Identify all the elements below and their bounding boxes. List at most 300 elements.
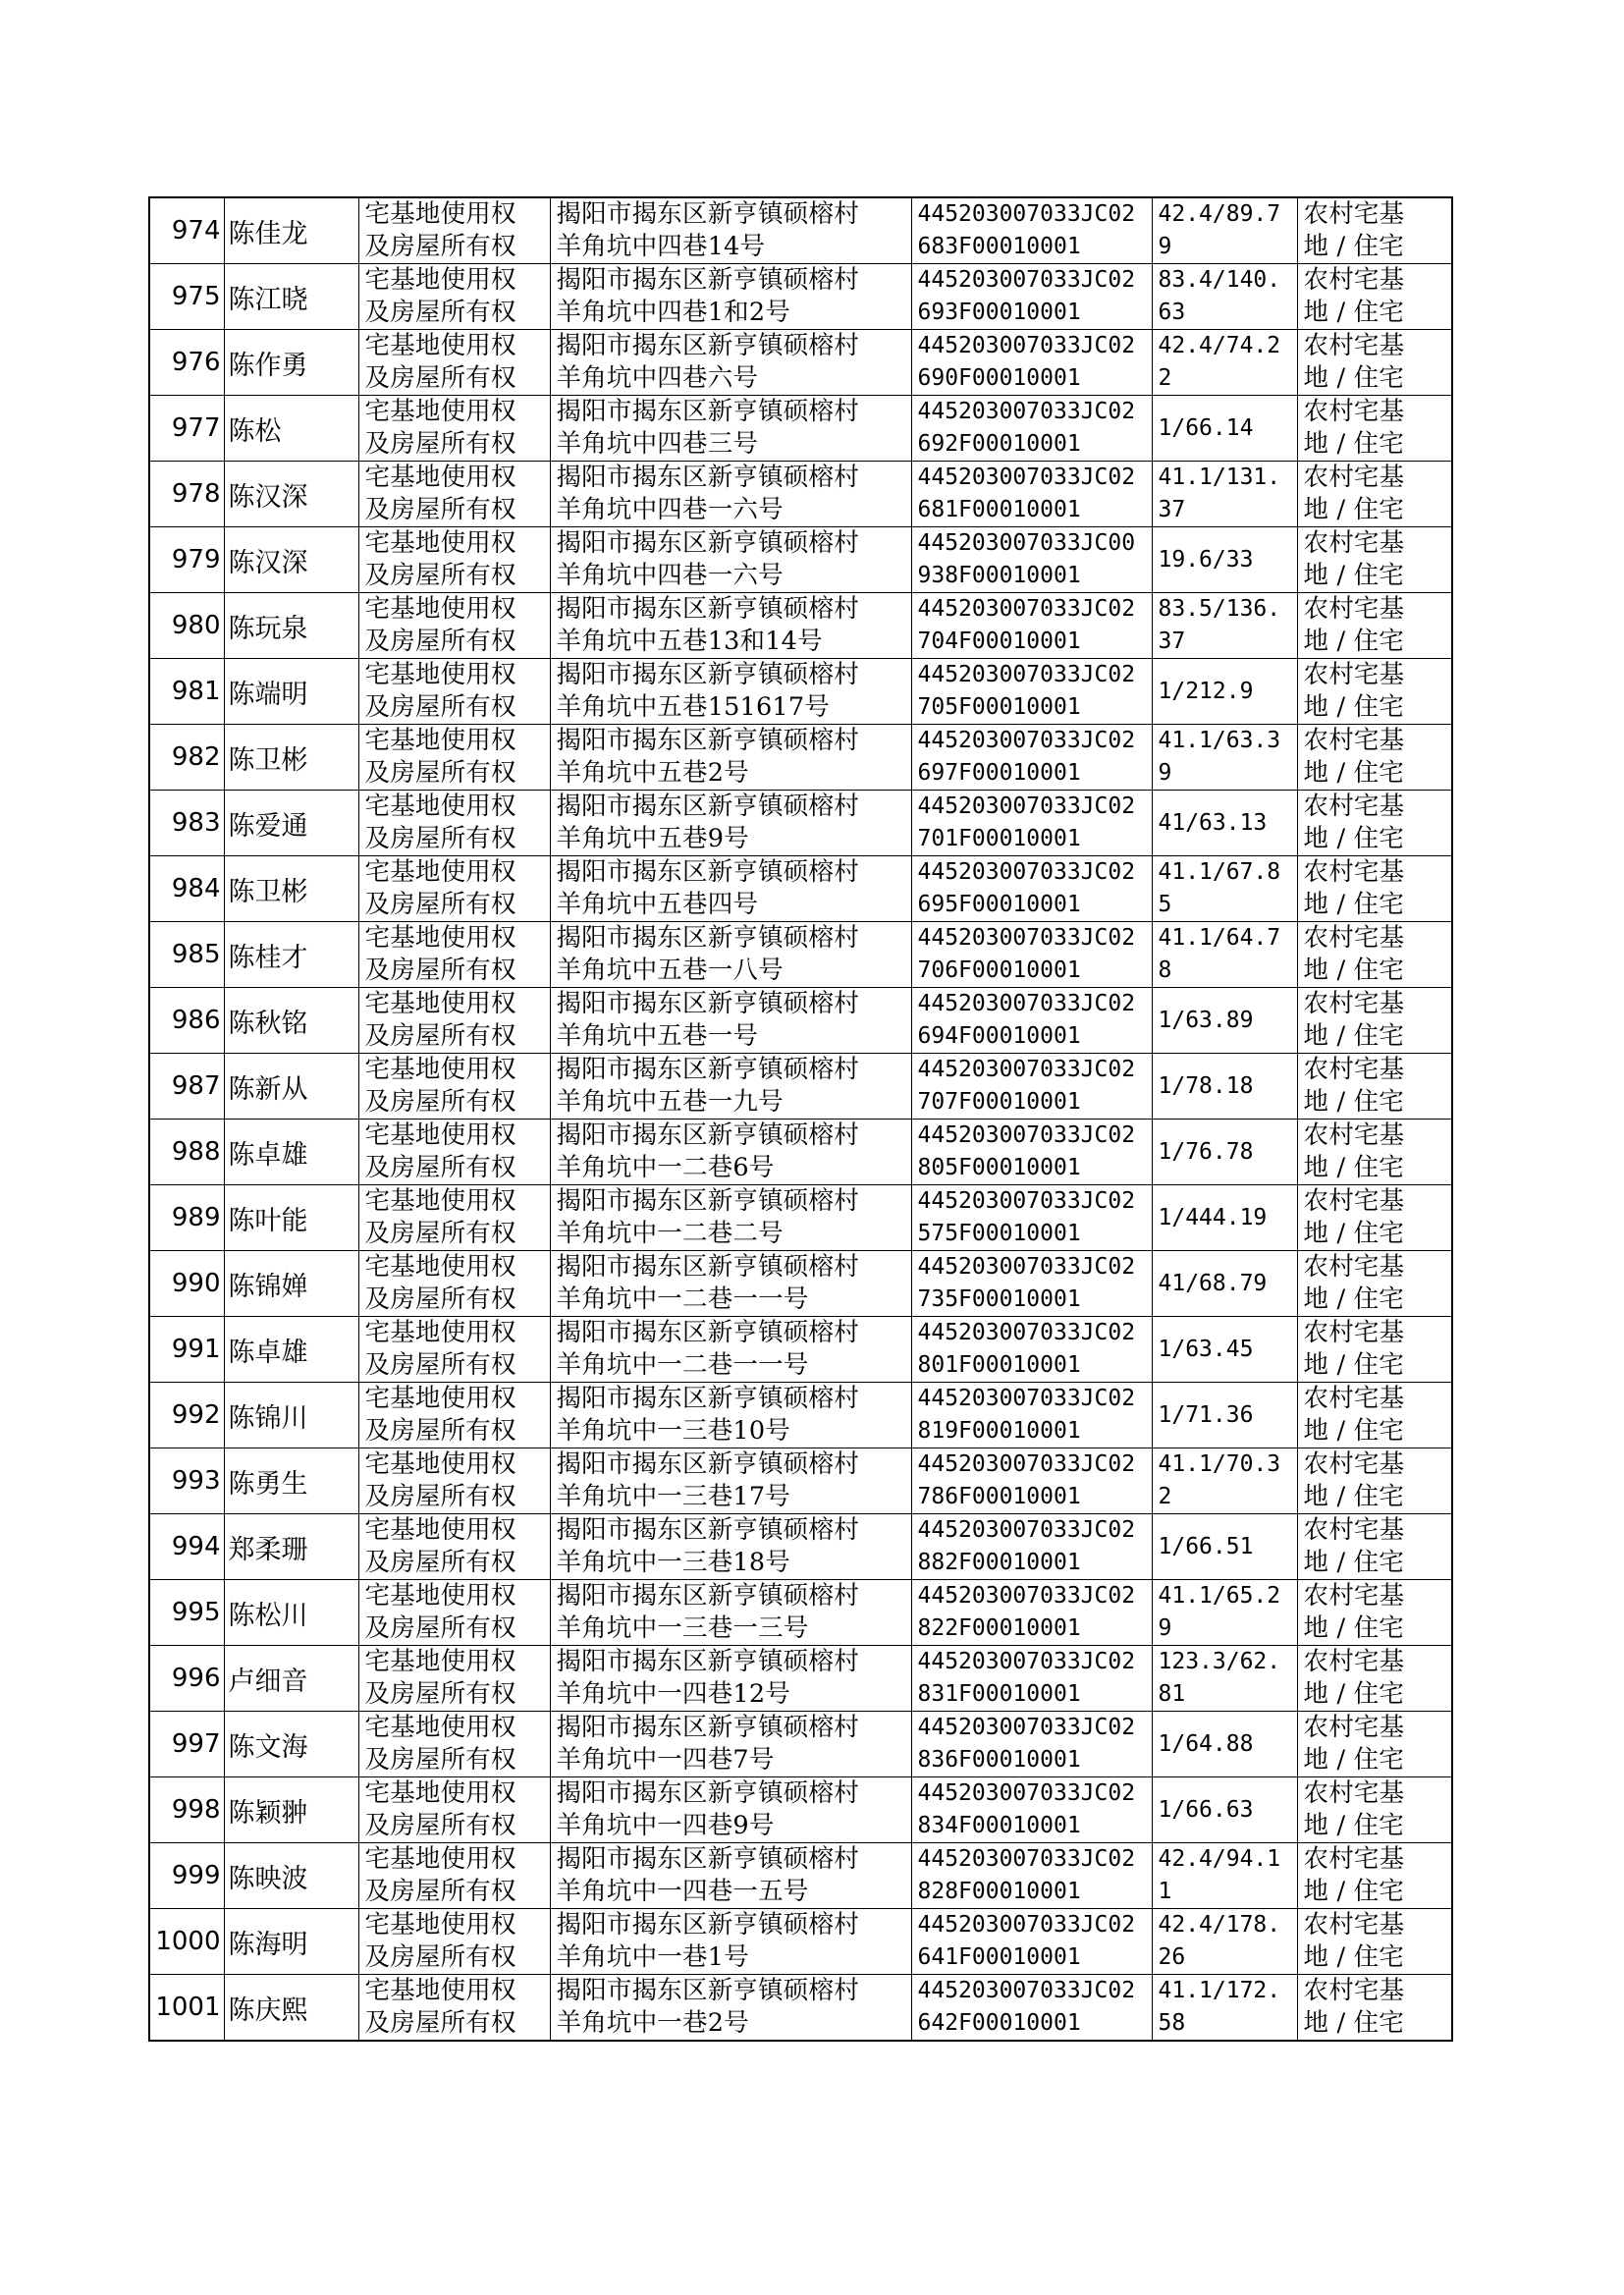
area-cell (1152, 527, 1297, 593)
owner-name-cell: 陈锦婵 (224, 1251, 358, 1317)
unit-code-line: 445203007033JC02 (917, 793, 1136, 819)
unit-code-cell (911, 1514, 1152, 1580)
right-type-line: 宅基地使用权 (364, 726, 516, 755)
row-number-cell: 976 (149, 330, 224, 396)
area-line: 41/63.13 (1158, 809, 1268, 836)
unit-code-line: 445203007033JC02 (917, 1386, 1136, 1411)
table-row (149, 1975, 1452, 2042)
row-number-cell: 990 (149, 1251, 224, 1317)
right-type-line: 及房屋所有权 (364, 956, 516, 985)
land-use-cell (1297, 659, 1452, 725)
location-line: 揭阳市揭东区新亨镇硕榕村 (556, 1910, 859, 1940)
land-use-line: 地 / 住宅 (1303, 363, 1405, 393)
right-type-line: 宅基地使用权 (364, 792, 516, 821)
right-type-line: 及房屋所有权 (364, 824, 516, 853)
unit-code-line: 445203007033JC02 (917, 1912, 1136, 1938)
unit-code-line: 693F00010001 (917, 300, 1081, 325)
unit-code-line: 695F00010001 (917, 892, 1081, 917)
unit-code-cell (911, 1251, 1152, 1317)
unit-code-cell (911, 725, 1152, 791)
land-use-line: 地 / 住宅 (1303, 1811, 1405, 1840)
table-row (149, 1514, 1452, 1580)
right-type-line: 及房屋所有权 (364, 1021, 516, 1051)
table-row (149, 856, 1452, 922)
right-type-line: 宅基地使用权 (364, 1778, 516, 1808)
area-cell (1152, 330, 1297, 396)
land-use-cell (1297, 1975, 1452, 2042)
land-use-cell (1297, 988, 1452, 1054)
unit-code-line: 445203007033JC02 (917, 1320, 1136, 1345)
right-type-line: 及房屋所有权 (364, 429, 516, 459)
owner-name-cell: 陈海明 (224, 1909, 358, 1975)
location-cell (550, 462, 911, 527)
right-type-cell (358, 1843, 550, 1909)
location-line: 羊角坑中四巷1和2号 (556, 298, 790, 327)
table-row (149, 988, 1452, 1054)
unit-code-line: 445203007033JC02 (917, 1254, 1136, 1280)
unit-code-line: 445203007033JC02 (917, 991, 1136, 1016)
location-line: 羊角坑中一巷2号 (556, 2008, 749, 2038)
area-cell (1152, 1909, 1297, 1975)
location-line: 羊角坑中一四巷12号 (556, 1679, 790, 1709)
unit-code-line: 705F00010001 (917, 694, 1081, 720)
location-cell (550, 1712, 911, 1777)
owner-name-cell: 陈颖翀 (224, 1777, 358, 1843)
location-line: 揭阳市揭东区新亨镇硕榕村 (556, 1055, 859, 1084)
row-number-cell: 997 (149, 1712, 224, 1777)
land-use-cell (1297, 922, 1452, 988)
owner-name-cell: 陈庆熙 (224, 1975, 358, 2042)
land-use-line: 农村宅基 (1303, 1318, 1405, 1347)
area-line: 58 (1158, 2010, 1186, 2036)
table-row (149, 1909, 1452, 1975)
row-number-cell: 981 (149, 659, 224, 725)
right-type-line: 宅基地使用权 (364, 1449, 516, 1479)
table-row (149, 1185, 1452, 1251)
right-type-cell (358, 1580, 550, 1646)
land-use-cell (1297, 1777, 1452, 1843)
unit-code-cell (911, 1975, 1152, 2042)
area-line: 83.4/140. (1158, 267, 1281, 293)
location-cell (550, 1580, 911, 1646)
land-use-line: 农村宅基 (1303, 1844, 1405, 1874)
table-row (149, 593, 1452, 659)
right-type-line: 宅基地使用权 (364, 594, 516, 624)
area-cell (1152, 1843, 1297, 1909)
land-use-line: 农村宅基 (1303, 1384, 1405, 1413)
right-type-line: 及房屋所有权 (364, 232, 516, 261)
land-use-line: 农村宅基 (1303, 1647, 1405, 1676)
area-cell (1152, 922, 1297, 988)
right-type-cell (358, 988, 550, 1054)
area-line: 1/212.9 (1158, 678, 1254, 704)
location-line: 羊角坑中一四巷一五号 (556, 1877, 809, 1906)
area-cell (1152, 1120, 1297, 1185)
area-line: 19.6/33 (1158, 546, 1254, 573)
unit-code-line: 445203007033JC02 (917, 1517, 1136, 1543)
area-line: 41.1/67.8 (1158, 859, 1281, 885)
area-cell (1152, 396, 1297, 462)
area-cell (1152, 1054, 1297, 1120)
land-use-line: 地 / 住宅 (1303, 1482, 1405, 1511)
row-number-cell: 992 (149, 1383, 224, 1448)
area-line: 42.4/94.1 (1158, 1846, 1281, 1872)
location-line: 揭阳市揭东区新亨镇硕榕村 (556, 1449, 859, 1479)
location-line: 羊角坑中五巷9号 (556, 824, 749, 853)
right-type-line: 宅基地使用权 (364, 1844, 516, 1874)
area-cell (1152, 1975, 1297, 2042)
right-type-cell (358, 264, 550, 330)
owner-name-cell: 卢细音 (224, 1646, 358, 1712)
location-line: 揭阳市揭东区新亨镇硕榕村 (556, 1252, 859, 1282)
location-line: 揭阳市揭东区新亨镇硕榕村 (556, 265, 859, 295)
unit-code-cell (911, 1054, 1152, 1120)
right-type-line: 宅基地使用权 (364, 1647, 516, 1676)
table-row (149, 1317, 1452, 1383)
location-line: 羊角坑中四巷14号 (556, 232, 766, 261)
land-use-line: 农村宅基 (1303, 265, 1405, 295)
right-type-line: 及房屋所有权 (364, 1087, 516, 1117)
row-number-cell: 996 (149, 1646, 224, 1712)
location-cell (550, 725, 911, 791)
location-line: 揭阳市揭东区新亨镇硕榕村 (556, 1976, 859, 2005)
land-use-line: 地 / 住宅 (1303, 758, 1405, 788)
location-line: 羊角坑中一二巷6号 (556, 1153, 775, 1182)
area-line: 41.1/63.3 (1158, 728, 1281, 753)
location-cell (550, 1120, 911, 1185)
unit-code-cell (911, 593, 1152, 659)
table-row (149, 1383, 1452, 1448)
owner-name-cell: 陈爱通 (224, 791, 358, 856)
land-use-cell (1297, 1317, 1452, 1383)
location-line: 羊角坑中四巷一六号 (556, 495, 784, 524)
location-line: 羊角坑中五巷151617号 (556, 692, 830, 722)
land-use-line: 地 / 住宅 (1303, 232, 1405, 261)
location-line: 揭阳市揭东区新亨镇硕榕村 (556, 1186, 859, 1216)
land-use-line: 农村宅基 (1303, 726, 1405, 755)
row-number-cell: 1001 (149, 1975, 224, 2042)
unit-code-cell (911, 1712, 1152, 1777)
right-type-cell (358, 1383, 550, 1448)
owner-name-cell: 陈玩泉 (224, 593, 358, 659)
right-type-cell (358, 1777, 550, 1843)
right-type-line: 及房屋所有权 (364, 1219, 516, 1248)
location-line: 揭阳市揭东区新亨镇硕榕村 (556, 1778, 859, 1808)
owner-name-cell: 陈叶能 (224, 1185, 358, 1251)
area-cell (1152, 1251, 1297, 1317)
table-row (149, 197, 1452, 264)
table-row (149, 462, 1452, 527)
unit-code-line: 882F00010001 (917, 1550, 1081, 1575)
location-cell (550, 1975, 911, 2042)
unit-code-line: 642F00010001 (917, 2010, 1081, 2036)
unit-code-line: 701F00010001 (917, 826, 1081, 851)
location-line: 羊角坑中五巷一九号 (556, 1087, 784, 1117)
location-cell (550, 856, 911, 922)
right-type-cell (358, 527, 550, 593)
location-line: 羊角坑中一二巷一一号 (556, 1350, 809, 1380)
right-type-cell (358, 725, 550, 791)
location-cell (550, 330, 911, 396)
row-number-cell: 1000 (149, 1909, 224, 1975)
land-use-line: 农村宅基 (1303, 1186, 1405, 1216)
area-line: 1/63.45 (1158, 1336, 1254, 1362)
location-line: 揭阳市揭东区新亨镇硕榕村 (556, 594, 859, 624)
owner-name-cell: 陈文海 (224, 1712, 358, 1777)
unit-code-cell (911, 1185, 1152, 1251)
row-number-cell: 989 (149, 1185, 224, 1251)
unit-code-cell (911, 1383, 1152, 1448)
area-cell (1152, 1514, 1297, 1580)
area-line: 81 (1158, 1681, 1186, 1707)
land-use-line: 地 / 住宅 (1303, 429, 1405, 459)
right-type-line: 及房屋所有权 (364, 2008, 516, 2038)
right-type-cell (358, 791, 550, 856)
table-row (149, 659, 1452, 725)
location-line: 揭阳市揭东区新亨镇硕榕村 (556, 857, 859, 887)
right-type-cell (358, 1909, 550, 1975)
land-use-line: 农村宅基 (1303, 857, 1405, 887)
area-line: 123.3/62. (1158, 1649, 1281, 1674)
unit-code-line: 445203007033JC02 (917, 464, 1136, 490)
area-cell (1152, 1712, 1297, 1777)
table-row (149, 1054, 1452, 1120)
table-row (149, 725, 1452, 791)
table-row (149, 1251, 1452, 1317)
row-number-cell: 991 (149, 1317, 224, 1383)
land-use-line: 地 / 住宅 (1303, 692, 1405, 722)
right-type-line: 宅基地使用权 (364, 1186, 516, 1216)
right-type-line: 及房屋所有权 (364, 561, 516, 590)
location-cell (550, 1185, 911, 1251)
area-cell (1152, 1580, 1297, 1646)
unit-code-line: 706F00010001 (917, 957, 1081, 983)
row-number-cell: 987 (149, 1054, 224, 1120)
land-use-line: 地 / 住宅 (1303, 1877, 1405, 1906)
location-line: 羊角坑中一三巷一三号 (556, 1613, 809, 1643)
land-use-line: 农村宅基 (1303, 331, 1405, 360)
owner-name-cell: 陈松 (224, 396, 358, 462)
right-type-line: 宅基地使用权 (364, 660, 516, 689)
land-use-line: 农村宅基 (1303, 199, 1405, 229)
land-use-line: 农村宅基 (1303, 1713, 1405, 1742)
location-line: 揭阳市揭东区新亨镇硕榕村 (556, 1581, 859, 1611)
location-cell (550, 197, 911, 264)
table-row (149, 330, 1452, 396)
right-type-cell (358, 1251, 550, 1317)
right-type-cell (358, 1448, 550, 1514)
unit-code-cell (911, 791, 1152, 856)
row-number-cell: 975 (149, 264, 224, 330)
row-number-cell: 977 (149, 396, 224, 462)
land-use-cell (1297, 462, 1452, 527)
area-cell (1152, 725, 1297, 791)
right-type-cell (358, 1712, 550, 1777)
right-type-cell (358, 593, 550, 659)
right-type-cell (358, 396, 550, 462)
location-line: 揭阳市揭东区新亨镇硕榕村 (556, 1318, 859, 1347)
location-cell (550, 527, 911, 593)
location-line: 羊角坑中一三巷10号 (556, 1416, 790, 1446)
area-cell (1152, 1448, 1297, 1514)
land-use-line: 农村宅基 (1303, 1581, 1405, 1611)
table-row (149, 264, 1452, 330)
unit-code-line: 707F00010001 (917, 1089, 1081, 1115)
land-use-cell (1297, 1448, 1452, 1514)
land-use-line: 地 / 住宅 (1303, 627, 1405, 656)
location-line: 羊角坑中一四巷9号 (556, 1811, 775, 1840)
location-line: 羊角坑中五巷四号 (556, 890, 759, 919)
land-use-line: 地 / 住宅 (1303, 1613, 1405, 1643)
land-use-cell (1297, 1383, 1452, 1448)
unit-code-line: 445203007033JC02 (917, 1780, 1136, 1806)
area-cell (1152, 659, 1297, 725)
location-line: 羊角坑中五巷一八号 (556, 956, 784, 985)
land-use-cell (1297, 396, 1452, 462)
location-line: 羊角坑中四巷六号 (556, 363, 759, 393)
area-line: 2 (1158, 365, 1172, 391)
location-line: 羊角坑中四巷三号 (556, 429, 759, 459)
right-type-cell (358, 922, 550, 988)
right-type-line: 及房屋所有权 (364, 890, 516, 919)
area-line: 42.4/89.7 (1158, 201, 1281, 227)
owner-name-cell: 陈汉深 (224, 527, 358, 593)
location-cell (550, 1646, 911, 1712)
area-line: 1/63.89 (1158, 1007, 1254, 1033)
unit-code-cell (911, 197, 1152, 264)
owner-name-cell: 陈江晓 (224, 264, 358, 330)
land-use-cell (1297, 330, 1452, 396)
land-use-line: 农村宅基 (1303, 1120, 1405, 1150)
table-row (149, 1777, 1452, 1843)
unit-code-line: 641F00010001 (917, 1944, 1081, 1970)
right-type-cell (358, 330, 550, 396)
area-line: 1 (1158, 1879, 1172, 1904)
unit-code-cell (911, 1580, 1152, 1646)
area-line: 41.1/70.3 (1158, 1451, 1281, 1477)
table-row (149, 1843, 1452, 1909)
unit-code-cell (911, 1909, 1152, 1975)
location-line: 揭阳市揭东区新亨镇硕榕村 (556, 923, 859, 953)
land-use-cell (1297, 1251, 1452, 1317)
area-line: 1/71.36 (1158, 1401, 1254, 1428)
land-use-line: 农村宅基 (1303, 1515, 1405, 1545)
unit-code-cell (911, 988, 1152, 1054)
unit-code-line: 445203007033JC02 (917, 662, 1136, 687)
location-line: 揭阳市揭东区新亨镇硕榕村 (556, 1713, 859, 1742)
land-use-line: 地 / 住宅 (1303, 1087, 1405, 1117)
unit-code-line: 445203007033JC02 (917, 728, 1136, 753)
land-use-cell (1297, 856, 1452, 922)
row-number-cell: 974 (149, 197, 224, 264)
right-type-line: 及房屋所有权 (364, 1284, 516, 1314)
table-row (149, 1120, 1452, 1185)
unit-code-line: 694F00010001 (917, 1023, 1081, 1049)
land-use-line: 农村宅基 (1303, 1778, 1405, 1808)
owner-name-cell: 郑柔珊 (224, 1514, 358, 1580)
location-line: 羊角坑中一巷1号 (556, 1942, 749, 1972)
table-row (149, 1712, 1452, 1777)
area-line: 1/78.18 (1158, 1072, 1254, 1099)
right-type-line: 及房屋所有权 (364, 1548, 516, 1577)
right-type-line: 宅基地使用权 (364, 1515, 516, 1545)
location-cell (550, 264, 911, 330)
row-number-cell: 993 (149, 1448, 224, 1514)
land-use-line: 地 / 住宅 (1303, 1284, 1405, 1314)
land-use-line: 农村宅基 (1303, 397, 1405, 426)
right-type-line: 及房屋所有权 (364, 298, 516, 327)
land-use-line: 农村宅基 (1303, 463, 1405, 492)
table-row (149, 527, 1452, 593)
unit-code-line: 445203007033JC02 (917, 1715, 1136, 1740)
land-use-line: 农村宅基 (1303, 528, 1405, 558)
unit-code-line: 828F00010001 (917, 1879, 1081, 1904)
unit-code-line: 575F00010001 (917, 1221, 1081, 1246)
row-number-cell: 979 (149, 527, 224, 593)
unit-code-cell (911, 1777, 1152, 1843)
unit-code-cell (911, 264, 1152, 330)
land-use-cell (1297, 1712, 1452, 1777)
right-type-line: 及房屋所有权 (364, 692, 516, 722)
unit-code-cell (911, 527, 1152, 593)
right-type-line: 及房屋所有权 (364, 1811, 516, 1840)
area-line: 5 (1158, 892, 1172, 917)
right-type-line: 及房屋所有权 (364, 758, 516, 788)
unit-code-line: 445203007033JC02 (917, 925, 1136, 951)
unit-code-line: 445203007033JC02 (917, 1649, 1136, 1674)
owner-name-cell: 陈新从 (224, 1054, 358, 1120)
area-cell (1152, 462, 1297, 527)
land-use-line: 地 / 住宅 (1303, 2008, 1405, 2038)
area-line: 1/66.63 (1158, 1796, 1254, 1823)
right-type-line: 宅基地使用权 (364, 1976, 516, 2005)
right-type-line: 宅基地使用权 (364, 397, 516, 426)
location-line: 揭阳市揭东区新亨镇硕榕村 (556, 726, 859, 755)
right-type-cell (358, 1514, 550, 1580)
right-type-line: 宅基地使用权 (364, 1318, 516, 1347)
land-use-cell (1297, 264, 1452, 330)
area-cell (1152, 1185, 1297, 1251)
right-type-cell (358, 462, 550, 527)
land-use-line: 地 / 住宅 (1303, 298, 1405, 327)
right-type-line: 宅基地使用权 (364, 1384, 516, 1413)
row-number-cell: 984 (149, 856, 224, 922)
right-type-line: 宅基地使用权 (364, 199, 516, 229)
owner-name-cell: 陈卫彬 (224, 856, 358, 922)
owner-name-cell: 陈锦川 (224, 1383, 358, 1448)
area-cell (1152, 856, 1297, 922)
land-use-cell (1297, 1054, 1452, 1120)
unit-code-line: 786F00010001 (917, 1484, 1081, 1509)
area-line: 37 (1158, 628, 1186, 654)
area-cell (1152, 1383, 1297, 1448)
land-use-line: 农村宅基 (1303, 1976, 1405, 2005)
unit-code-cell (911, 1843, 1152, 1909)
land-use-line: 地 / 住宅 (1303, 495, 1405, 524)
location-cell (550, 593, 911, 659)
land-use-line: 地 / 住宅 (1303, 824, 1405, 853)
area-line: 41.1/131. (1158, 464, 1281, 490)
land-use-line: 农村宅基 (1303, 660, 1405, 689)
right-type-line: 宅基地使用权 (364, 463, 516, 492)
area-line: 1/444.19 (1158, 1204, 1268, 1230)
area-line: 9 (1158, 760, 1172, 786)
unit-code-line: 445203007033JC02 (917, 399, 1136, 424)
location-line: 揭阳市揭东区新亨镇硕榕村 (556, 1647, 859, 1676)
land-use-cell (1297, 1843, 1452, 1909)
area-cell (1152, 264, 1297, 330)
area-line: 37 (1158, 497, 1186, 522)
